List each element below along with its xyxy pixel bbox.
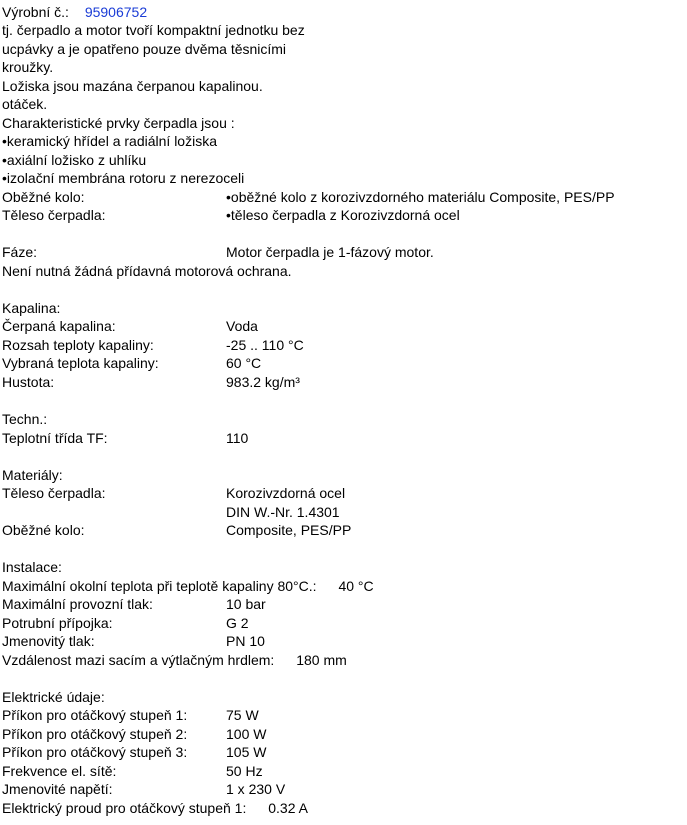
pump-housing-label: Těleso čerpadla: <box>2 207 106 223</box>
feature-item: •keramický hřídel a radiální ložiska <box>2 133 217 149</box>
production-number-label: Výrobní č.: <box>2 4 69 20</box>
spec-label: Rozsah teploty kapaliny: <box>2 337 154 353</box>
phase-label: Fáze: <box>2 244 38 260</box>
intro-line: tj. čerpadlo a motor tvoří kompaktní jednotku bez <box>2 22 305 38</box>
spec-value: 40 °C <box>338 578 374 594</box>
phase-value: Motor čerpadla je 1-fázový motor. <box>226 244 434 260</box>
spec-value: 105 W <box>226 744 267 760</box>
spec-label: Teplotní třída TF: <box>2 430 108 446</box>
spec-label: Těleso čerpadla: <box>2 485 106 501</box>
spec-label: Maximální okolní teplota při teplotě kapaliny 80°C.: <box>2 578 317 594</box>
electrical-heading: Elektrické údaje: <box>2 689 105 705</box>
spec-row-inline <box>2 800 308 817</box>
spec-label: Oběžné kolo: <box>2 522 85 538</box>
spec-value: 110 <box>226 430 249 446</box>
production-number-row <box>2 4 147 21</box>
spec-value: 180 mm <box>296 652 347 668</box>
spec-value: 1 x 230 V <box>226 781 286 797</box>
techn-heading: Techn.: <box>2 411 48 427</box>
spec-label: Elektrický proud pro otáčkový stupeň 1: <box>2 800 247 816</box>
feature-item: •izolační membrána rotoru z nerezoceli <box>2 170 245 186</box>
spec-value: DIN W.-Nr. 1.4301 <box>226 504 340 520</box>
spec-value: 100 W <box>226 726 267 742</box>
spec-label: Příkon pro otáčkový stupeň 3: <box>2 744 188 760</box>
intro-line: ucpávky a je opatřeno pouze dvěma těsnicími <box>2 41 287 57</box>
spec-label: Čerpaná kapalina: <box>2 318 116 334</box>
intro-line: otáček. <box>2 96 48 112</box>
pump-housing-value: •těleso čerpadla z Korozivzdorná ocel <box>226 207 460 223</box>
spec-value: Korozivzdorná ocel <box>226 485 346 501</box>
spec-value: 75 W <box>226 707 259 723</box>
spec-value: 0.32 A <box>268 800 308 816</box>
spec-value: Voda <box>226 318 258 334</box>
installation-heading: Instalace: <box>2 559 62 575</box>
features-heading: Charakteristické prvky čerpadla jsou : <box>2 115 235 131</box>
spec-value: -25 .. 110 °C <box>226 337 304 353</box>
spec-row-inline <box>2 652 347 669</box>
spec-value: PN 10 <box>226 633 265 649</box>
spec-label: Vzdálenost mazi sacím a výtlačným hrdlem: <box>2 652 275 668</box>
spec-value: 50 Hz <box>226 763 263 779</box>
impeller-label: Oběžné kolo: <box>2 189 85 205</box>
materials-heading: Materiály: <box>2 467 63 483</box>
spec-value: 10 bar <box>226 596 266 612</box>
spec-label: Jmenovitý tlak: <box>2 633 95 649</box>
spec-row-inline <box>2 578 374 595</box>
spec-label: Maximální provozní tlak: <box>2 596 153 612</box>
spec-value: 983.2 kg/m³ <box>226 374 300 390</box>
impeller-value: •oběžné kolo z korozivzdorného materiálu Composite, PES/PP <box>226 189 615 205</box>
spec-value: G 2 <box>226 615 249 631</box>
spec-label: Vybraná teplota kapaliny: <box>2 355 159 371</box>
spec-label: Příkon pro otáčkový stupeň 2: <box>2 726 188 742</box>
spec-label: Jmenovité napětí: <box>2 781 113 797</box>
spec-value: 60 °C <box>226 355 262 371</box>
spec-label: Hustota: <box>2 374 55 390</box>
intro-line: kroužky. <box>2 59 54 75</box>
spec-label: Frekvence el. sítě: <box>2 763 117 779</box>
liquid-heading: Kapalina: <box>2 300 61 316</box>
spec-label: Potrubní přípojka: <box>2 615 113 631</box>
production-number-link[interactable]: 95906752 <box>84 4 148 20</box>
phase-note: Není nutná žádná přídavná motorová ochrana. <box>2 263 292 279</box>
spec-value: Composite, PES/PP <box>226 522 352 538</box>
feature-item: •axiální ložisko z uhlíku <box>2 152 147 168</box>
spec-label: Příkon pro otáčkový stupeň 1: <box>2 707 188 723</box>
intro-line: Ložiska jsou mazána čerpanou kapalinou. <box>2 78 263 94</box>
